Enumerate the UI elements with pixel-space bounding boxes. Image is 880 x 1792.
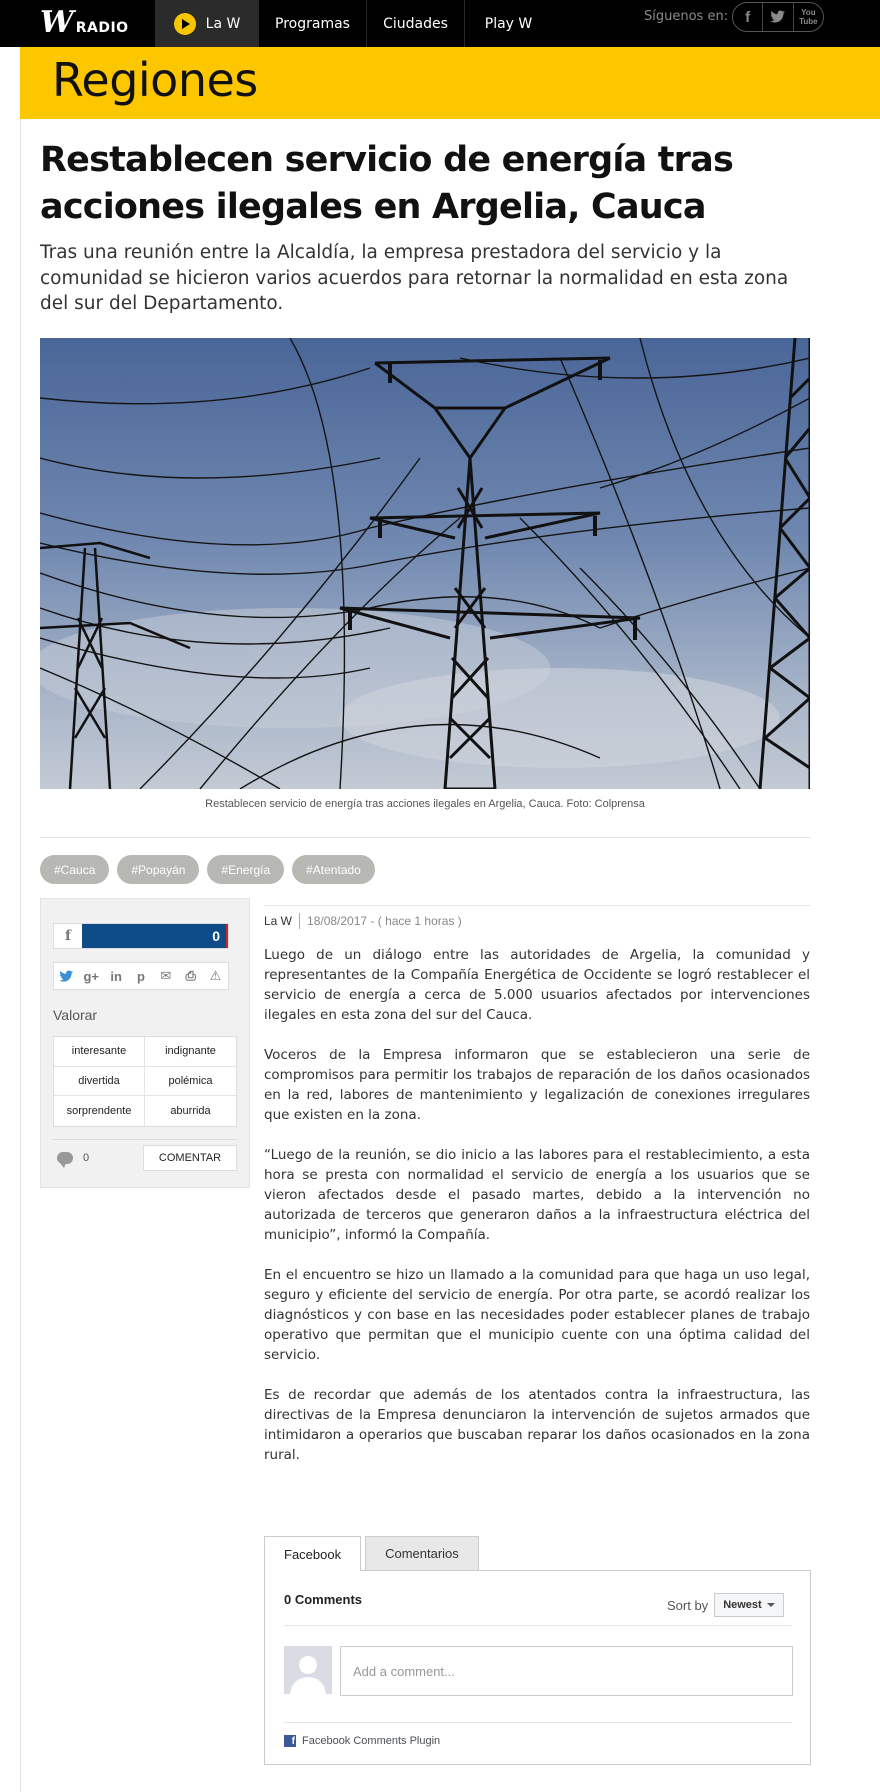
default-avatar-icon xyxy=(284,1646,332,1694)
article-meta xyxy=(264,913,462,929)
nav-item-ciudades[interactable] xyxy=(366,0,464,47)
share-box xyxy=(40,898,250,1188)
comments-divider xyxy=(284,1625,792,1626)
nav-item-la-w[interactable] xyxy=(155,0,258,47)
youtube-icon[interactable]: You Tube xyxy=(799,8,818,26)
logo-mark: W xyxy=(40,5,70,40)
tag-energia[interactable]: #Energía xyxy=(207,855,284,884)
logo-text: RADIO xyxy=(75,20,129,36)
comments-divider xyxy=(284,1722,792,1723)
plugin-label: Facebook Comments Plugin xyxy=(302,1735,441,1747)
article-paragraph: Luego de un diálogo entre las autoridades de Argelia, la comunidad y representantes de la Compañía Energética de Occidente se logró restablecer el servicio de energía a cerca de 5.000 usuarios afectados por intervenciones ilegales en esta zona del sur del Cauca. xyxy=(264,947,810,1023)
facebook-comments-panel xyxy=(264,1570,811,1765)
comment-count xyxy=(57,1152,89,1164)
nav-item-label: Programas xyxy=(275,15,350,32)
twitter-icon[interactable] xyxy=(57,967,75,985)
nav-item-play-w[interactable] xyxy=(464,0,552,47)
article-body xyxy=(264,945,810,1485)
play-icon xyxy=(174,13,196,35)
rating-aburrida[interactable]: aburrida xyxy=(170,1105,211,1118)
tag-atentado[interactable]: #Atentado xyxy=(292,855,375,884)
comment-tabs xyxy=(264,1536,479,1571)
rate-label: Valorar xyxy=(53,1007,98,1023)
article-lead: Tras una reunión entre la Alcaldía, la empresa prestadora del servicio y la comunidad se hicieron varios acuerdos para retornar la normalidad en esta zona del sur del Departamento. xyxy=(40,242,789,314)
sort-control xyxy=(667,1593,784,1617)
nav-item-label: Ciudades xyxy=(383,15,448,32)
article-paragraph: “Luego de la reunión, se dio inicio a las labores para el restablecimiento, a esta hora se presta con normalidad el servicio de energía a los usuarios que se vieron afectados desde el pasado martes, debido a la intervención no autorizada de terceros que generaron daños a la infraestructura eléctrica del municipio”, informó la Compañía. xyxy=(264,1147,810,1243)
caption-separator xyxy=(40,837,810,838)
w-radio-logo[interactable] xyxy=(40,5,129,41)
article-photo xyxy=(40,338,810,789)
sort-label: Sort by xyxy=(667,1597,709,1613)
comment-button[interactable]: COMENTAR xyxy=(143,1145,237,1171)
linkedin-icon[interactable]: in xyxy=(110,968,122,984)
facebook-share-button[interactable] xyxy=(53,923,229,949)
twitter-icon[interactable] xyxy=(763,3,793,31)
caret-down-icon xyxy=(767,1603,775,1607)
tag-list xyxy=(40,855,375,884)
facebook-comments-plugin-link[interactable] xyxy=(284,1735,440,1747)
rating-interesante[interactable]: interesante xyxy=(54,1037,145,1067)
email-icon[interactable]: ✉ xyxy=(160,968,172,983)
tag-cauca[interactable]: #Cauca xyxy=(40,855,109,884)
social-links xyxy=(732,2,824,32)
nav-item-label: La W xyxy=(205,15,241,32)
print-icon[interactable]: ⎙ xyxy=(185,968,196,983)
facebook-icon: f xyxy=(284,1735,296,1747)
column-divider xyxy=(20,119,21,1792)
power-towers-illustration xyxy=(40,338,810,789)
top-navigation xyxy=(0,0,880,47)
meta-divider xyxy=(299,913,300,929)
comment-count-value: 0 xyxy=(83,1152,90,1164)
rating-sorprendente[interactable]: sorprendente xyxy=(54,1096,145,1126)
tag-popayan[interactable]: #Popayán xyxy=(117,855,199,884)
comment-bubble-icon xyxy=(57,1152,73,1164)
nav-item-label: Play W xyxy=(484,15,533,32)
section-title[interactable]: Regiones xyxy=(52,53,258,107)
google-plus-icon[interactable]: g+ xyxy=(83,968,100,984)
rating-grid xyxy=(53,1036,237,1127)
follow-label: Síguenos en: xyxy=(644,9,729,24)
rating-divertida[interactable]: divertida xyxy=(54,1067,145,1097)
section-banner xyxy=(20,47,880,119)
sort-dropdown[interactable] xyxy=(714,1593,784,1617)
share-icon-row xyxy=(53,962,229,990)
meta-separator xyxy=(264,905,810,906)
nav-item-programas[interactable] xyxy=(258,0,366,47)
article-paragraph: Voceros de la Empresa informaron que se establecieron una serie de compromisos para permitir los trabajos de reparación de los daños ocasionados en la red, labores de mantenimiento y legalización de conexiones irregulares que existen en la zona. xyxy=(264,1047,810,1123)
rating-indignante[interactable]: indignante xyxy=(145,1037,236,1067)
rating-polemica[interactable]: polémica xyxy=(145,1067,236,1097)
tab-facebook[interactable]: Facebook xyxy=(264,1536,361,1571)
article-headline: Restablecen servicio de energía tras acciones ilegales en Argelia, Cauca xyxy=(40,140,733,227)
facebook-icon[interactable]: f xyxy=(733,3,763,31)
facebook-icon: f xyxy=(64,928,72,944)
photo-caption: Restablecen servicio de energía tras acciones ilegales en Argelia, Cauca. Foto: Colprensa xyxy=(205,798,645,810)
report-icon[interactable]: ⚠ xyxy=(209,968,222,983)
tab-comentarios[interactable]: Comentarios xyxy=(365,1536,479,1570)
comment-input[interactable]: Add a comment... xyxy=(340,1646,793,1696)
avatar xyxy=(284,1646,332,1694)
article-date: 18/08/2017 - ( hace 1 horas ) xyxy=(307,914,462,928)
comments-count: 0 Comments xyxy=(284,1592,363,1607)
article-author[interactable]: La W xyxy=(264,914,293,928)
facebook-share-count: 0 xyxy=(82,924,228,948)
share-divider xyxy=(53,1139,237,1140)
pinterest-icon[interactable]: p xyxy=(136,968,145,984)
article-paragraph: Es de recordar que además de los atentados contra la infraestructura, las directivas de la Empresa denunciaron la intervención de sujetos armados que intimidaron a operarios que buscaban reparar los daños ocasionados en la zona rural. xyxy=(264,1387,810,1463)
sort-value: Newest xyxy=(723,1599,762,1611)
article-paragraph: En el encuentro se hizo un llamado a la comunidad para que haga un uso legal, seguro y eficiente del servicio de energía. Por otra parte, se acordó realizar los diagnósticos y con base en las necesidades poder establecer planes de trabajo operativo que permitan que el municipio cuente con una óptima calidad del servicio. xyxy=(264,1267,810,1363)
